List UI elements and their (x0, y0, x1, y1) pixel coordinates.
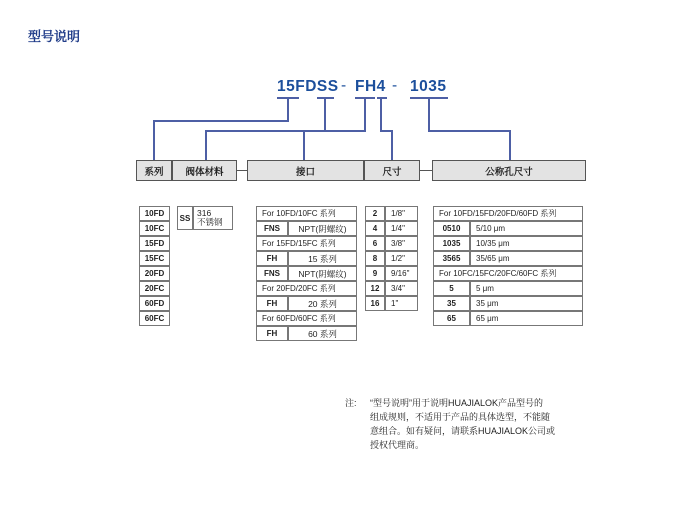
series-option: 60FD (139, 296, 170, 311)
size-label: 3/8" (385, 236, 418, 251)
note-line: 意组合。如有疑问，请联系HUAJIALOK公司或 (370, 426, 556, 436)
note-line: 授权代理商。 (370, 440, 425, 450)
size-code: 12 (365, 281, 385, 296)
pore-group-label: For 10FC/15FC/20FC/60FC 系列 (433, 266, 583, 281)
header-pore-size: 公称孔尺寸 (432, 160, 586, 181)
size-label: 3/4" (385, 281, 418, 296)
pore-code: 1035 (433, 236, 470, 251)
series-option: 15FC (139, 251, 170, 266)
size-code: 8 (365, 251, 385, 266)
material-name: 不锈钢 (197, 217, 223, 227)
pore-code: 35 (433, 296, 470, 311)
code-separator-2: - (392, 77, 398, 94)
material-grade: 316 (197, 208, 212, 218)
code-connection-size: FH4 (355, 78, 386, 95)
leader-size (380, 98, 382, 131)
series-option: 15FD (139, 236, 170, 251)
size-code: 9 (365, 266, 385, 281)
note-line: 组成规则，不适用于产品的具体选型，不能随 (370, 412, 551, 422)
pore-value: 35/65 μm (470, 251, 583, 266)
pore-value: 65 μm (470, 311, 583, 326)
connection-description: NPT(阴螺纹) (288, 221, 357, 236)
size-label: 1/2" (385, 251, 418, 266)
material-code: SS (177, 206, 193, 230)
series-option: 10FD (139, 206, 170, 221)
underline-size (377, 97, 387, 99)
header-size: 尺寸 (364, 160, 420, 181)
connection-code: FH (256, 251, 288, 266)
connection-group-label: For 60FD/60FC 系列 (256, 311, 357, 326)
connection-group-label: For 20FD/20FC 系列 (256, 281, 357, 296)
pore-group-label: For 10FD/15FD/20FD/60FD 系列 (433, 206, 583, 221)
connection-description: NPT(阴螺纹) (288, 266, 357, 281)
connection-description: 20 系列 (288, 296, 357, 311)
size-code: 4 (365, 221, 385, 236)
leader-series (287, 98, 289, 121)
connection-group-label: For 15FD/15FC 系列 (256, 236, 357, 251)
size-code: 6 (365, 236, 385, 251)
leader-pore (428, 98, 430, 131)
size-label: 1/8" (385, 206, 418, 221)
connection-code: FH (256, 296, 288, 311)
note-line: “型号说明”用于说明HUAJIALOK产品型号的 (370, 398, 544, 408)
connection-code: FH (256, 326, 288, 341)
leader-material (324, 98, 326, 131)
size-label: 1" (385, 296, 418, 311)
material-description (193, 206, 233, 230)
leader-connection (364, 98, 366, 131)
connection-code: FNS (256, 266, 288, 281)
pore-code: 0510 (433, 221, 470, 236)
pore-value: 35 μm (470, 296, 583, 311)
pore-value: 5 μm (470, 281, 583, 296)
size-label: 1/4" (385, 221, 418, 236)
pore-value: 5/10 μm (470, 221, 583, 236)
series-option: 20FD (139, 266, 170, 281)
pore-code: 65 (433, 311, 470, 326)
size-code: 2 (365, 206, 385, 221)
pore-code: 5 (433, 281, 470, 296)
header-body-material: 阀体材料 (172, 160, 237, 181)
size-label: 9/16" (385, 266, 418, 281)
code-series-material: 15FDSS (277, 78, 339, 95)
connection-description: 60 系列 (288, 326, 357, 341)
code-pore-size: 1035 (410, 78, 447, 95)
connection-group-label: For 10FD/10FC 系列 (256, 206, 357, 221)
note-label: 注: (345, 398, 357, 408)
series-option: 60FC (139, 311, 170, 326)
code-separator-1: - (341, 77, 347, 94)
series-option: 10FC (139, 221, 170, 236)
connection-code: FNS (256, 221, 288, 236)
series-option: 20FC (139, 281, 170, 296)
connection-description: 15 系列 (288, 251, 357, 266)
size-code: 16 (365, 296, 385, 311)
header-series: 系列 (136, 160, 172, 181)
pore-code: 3565 (433, 251, 470, 266)
page-title: 型号说明 (28, 29, 81, 44)
header-connection: 接口 (247, 160, 364, 181)
pore-value: 10/35 μm (470, 236, 583, 251)
